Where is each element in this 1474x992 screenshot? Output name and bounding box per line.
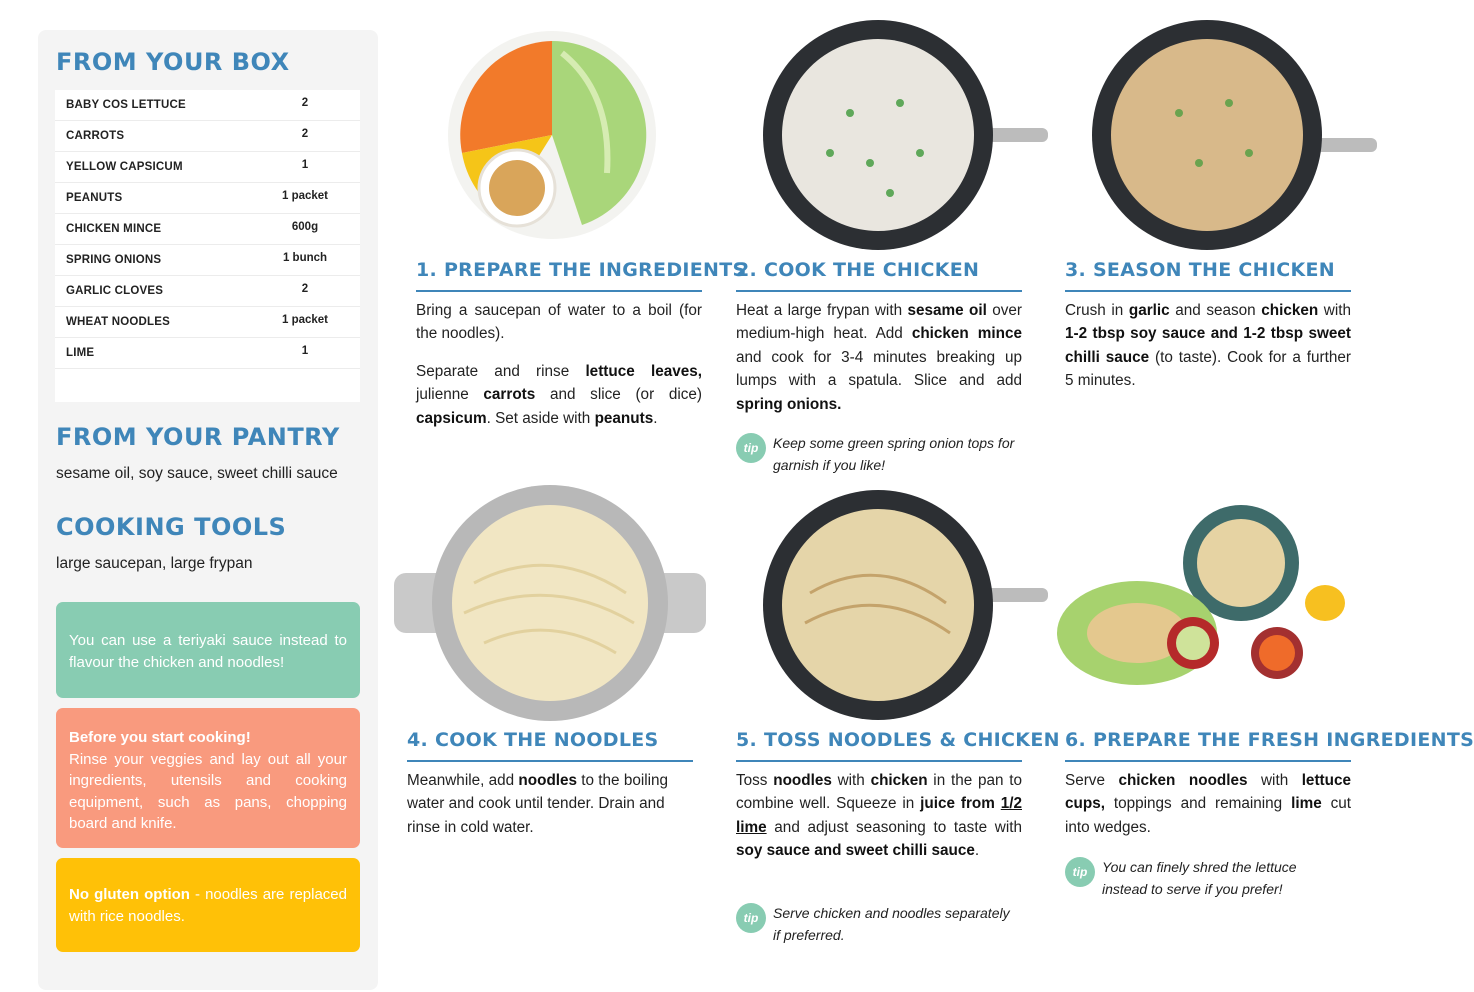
txt: noodles <box>773 772 832 789</box>
step-5 <box>736 503 1060 953</box>
txt: 1-2 tbsp soy sauce and 1-2 tbsp sweet chilli sauce <box>1065 325 1351 366</box>
ingredient-qty: 1 <box>301 345 309 357</box>
ingredient-qty: 1 packet <box>281 314 329 326</box>
table-row <box>55 214 360 245</box>
step-1-divider <box>416 290 702 292</box>
ingredient-name: CHICKEN MINCE <box>66 223 162 235</box>
ingredient-qty: 1 bunch <box>282 252 328 264</box>
step-6 <box>1065 503 1474 923</box>
table-row <box>55 121 360 152</box>
step-5-text <box>736 769 1022 877</box>
step-5-title: 5. TOSS NOODLES & CHICKEN <box>736 729 1060 751</box>
tip-badge: tip <box>736 433 766 463</box>
step-5-tip-text: Serve chicken and noodles separately if preferred. <box>773 905 1010 943</box>
txt: Crush in <box>1065 302 1129 319</box>
step-6-p1 <box>1065 769 1351 839</box>
txt: to the boiling water and cook until tender. Drain and rinse in cold water. <box>407 772 669 836</box>
before-cooking-text: Rinse your veggies and lay out all your ingredients, utensils and cooking equipment, such as pans, chopping board and knife. <box>69 750 347 832</box>
table-row <box>55 276 360 307</box>
step-4 <box>407 503 693 903</box>
txt: chicken mince <box>911 325 1022 343</box>
table-row <box>55 338 360 369</box>
txt: Toss <box>736 772 774 789</box>
txt: cut into wedges. <box>1065 795 1352 836</box>
txt: over medium-high heat. Add <box>736 302 1023 343</box>
step-3 <box>1065 33 1351 453</box>
step-1-p2 <box>416 360 702 430</box>
ingredient-qty: 600g <box>291 221 319 233</box>
txt: and cook for 3-4 minutes breaking up lumps with a spatula. Slice and add <box>736 348 1022 390</box>
pantry-text: sesame oil, soy sauce, sweet chilli sauce <box>56 465 338 482</box>
ingredient-qty: 2 <box>301 97 309 109</box>
txt: capsicum <box>416 409 487 427</box>
txt: Serve <box>1065 772 1119 789</box>
table-row <box>55 183 360 214</box>
ingredient-name: LIME <box>66 347 95 359</box>
txt: Separate and rinse <box>416 362 586 380</box>
step-4-p1 <box>407 769 693 839</box>
step-4-divider <box>407 760 693 762</box>
ingredient-qty: 1 <box>301 159 309 171</box>
txt: with <box>831 772 871 789</box>
ingredient-name: PEANUTS <box>66 192 123 204</box>
ingredient-qty: 2 <box>301 283 309 295</box>
tools-text: large saucepan, large frypan <box>56 555 253 572</box>
txt: in the pan to combine well. Squeeze in <box>736 772 1023 813</box>
box-ingredients-table <box>55 90 360 402</box>
step-5-p1 <box>736 769 1022 863</box>
step-6-divider <box>1065 760 1351 762</box>
step-1-text <box>416 299 702 444</box>
step-2 <box>736 33 1022 483</box>
step-5-image <box>750 503 1050 713</box>
ingredient-name: WHEAT NOODLES <box>66 316 170 328</box>
step-1-title: 1. PREPARE THE INGREDIENTS <box>416 259 747 281</box>
tools-title: COOKING TOOLS <box>56 513 287 541</box>
ingredient-name: BABY COS LETTUCE <box>66 99 186 111</box>
txt: and adjust seasoning to taste with <box>766 818 1022 836</box>
txt: 1/2 lime <box>736 795 1022 836</box>
step-1-p1: Bring a saucepan of water to a boil (for the noodles). <box>416 302 702 343</box>
box-title: FROM YOUR BOX <box>56 48 290 76</box>
step-3-title: 3. SEASON THE CHICKEN <box>1065 259 1335 281</box>
ingredient-name: YELLOW CAPSICUM <box>66 161 183 173</box>
step-2-title: 2. COOK THE CHICKEN <box>736 259 980 281</box>
ingredient-qty: 2 <box>301 128 309 140</box>
txt: noodles <box>518 772 578 789</box>
step-2-divider <box>736 290 1022 292</box>
txt: lettuce leaves, <box>585 362 703 380</box>
gluten-option-text: - noodles are replaced with rice noodles. <box>69 886 347 925</box>
txt: Heat a large frypan with <box>736 302 908 319</box>
gluten-option-note <box>56 858 360 952</box>
step-3-p1 <box>1065 299 1351 393</box>
txt: . Set aside with <box>486 409 595 427</box>
teriyaki-note-text: You can use a teriyaki sauce instead to flavour the chicken and noodles! <box>69 632 347 671</box>
txt: soy sauce and sweet chilli sauce <box>736 842 975 860</box>
step-1-image <box>412 33 702 245</box>
txt: garlic <box>1128 302 1170 319</box>
txt: lime <box>1291 795 1322 813</box>
table-row <box>55 152 360 183</box>
step-6-image <box>1057 503 1357 713</box>
ingredient-qty: 1 packet <box>281 190 329 202</box>
ingredient-name: CARROTS <box>66 130 125 142</box>
step-2-text <box>736 299 1022 430</box>
txt: with <box>1247 772 1302 789</box>
ingredient-name: SPRING ONIONS <box>66 254 162 266</box>
step-3-text <box>1065 299 1351 407</box>
step-2-p1 <box>736 299 1022 416</box>
txt: sesame oil <box>907 302 987 319</box>
step-6-text <box>1065 769 1351 853</box>
table-row <box>55 90 360 121</box>
table-row <box>55 245 360 276</box>
txt: carrots <box>483 386 536 404</box>
step-3-divider <box>1065 290 1351 292</box>
txt: chicken <box>1261 302 1319 319</box>
step-4-image <box>394 503 706 713</box>
step-1 <box>416 33 747 473</box>
txt: with <box>1318 302 1351 319</box>
step-5-divider <box>736 760 1022 762</box>
txt: (to taste). Cook for a further 5 minutes. <box>1065 348 1351 390</box>
txt: . <box>653 409 658 427</box>
txt: toppings and remaining <box>1104 795 1292 813</box>
txt: and slice (or dice) <box>535 386 702 404</box>
step-4-text <box>407 769 693 853</box>
step-6-title: 6. PREPARE THE FRESH INGREDIENTS <box>1065 729 1474 751</box>
txt: chicken <box>870 772 928 789</box>
txt: juice from <box>920 795 1001 813</box>
txt: and season <box>1169 302 1262 319</box>
pantry-title: FROM YOUR PANTRY <box>56 423 340 451</box>
before-cooking-title: Before you start cooking! <box>69 729 251 746</box>
sidebar <box>38 30 378 990</box>
teriyaki-note <box>56 602 360 698</box>
txt: julienne <box>416 386 484 404</box>
table-row <box>55 307 360 338</box>
txt: lettuce cups, <box>1065 772 1351 813</box>
txt: chicken noodles <box>1118 772 1248 789</box>
ingredient-name: GARLIC CLOVES <box>66 285 164 297</box>
step-6-tip-text: You can finely shred the lettuce instead to serve if you prefer! <box>1102 859 1297 897</box>
step-3-image <box>1079 33 1379 245</box>
gluten-option-title: No gluten option <box>69 886 190 903</box>
txt: . <box>974 842 980 860</box>
step-2-image <box>750 33 1050 245</box>
tip-badge: tip <box>1065 857 1095 887</box>
step-2-tip-text: Keep some green spring onion tops for garnish if you like! <box>773 435 1015 473</box>
tip-badge: tip <box>736 903 766 933</box>
txt: peanuts <box>594 409 654 427</box>
txt: Meanwhile, add <box>407 772 519 789</box>
step-4-title: 4. COOK THE NOODLES <box>407 729 659 751</box>
before-cooking-note <box>56 708 360 848</box>
txt: spring onions. <box>736 395 842 413</box>
